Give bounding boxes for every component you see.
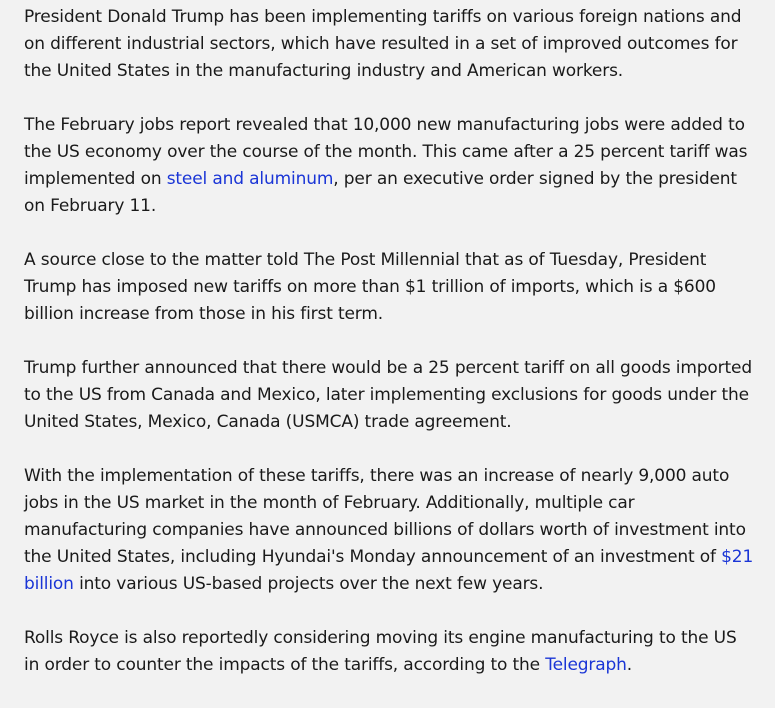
paragraph-text-after-link: , per an executive order signed by the president on February 11. [24,169,737,216]
paragraph-text-before-link: The February jobs report revealed that 10,000 new manufacturing jobs were added to the US economy over the course of the month. This came after a 25 percent tariff was implemented on [24,115,748,189]
paragraph-tariffs-intro [24,4,755,85]
paragraph-text-before-link: Rolls Royce is also reportedly considering moving its engine manufacturing to the US in order to counter the impacts of the tariffs, according to the [24,628,737,675]
paragraph-rolls-royce [24,625,755,679]
paragraph-auto-jobs [24,463,755,598]
paragraph-text: Trump further announced that there would be a 25 percent tariff on all goods imported to the US from Canada and Mexico, later implementing exclusions for goods under the United States, Mexico, Canada (USMCA) trade agreement. [24,358,752,432]
paragraph-text-after-link: into various US-based projects over the next few years. [73,574,544,594]
paragraph-text: A source close to the matter told The Post Millennial that as of Tuesday, President Trump has imposed new tariffs on more than $1 trillion of imports, which is a $600 billion increase from those in his first term. [24,250,716,324]
hyundai-investment-link[interactable]: $21 billion [24,547,754,594]
paragraph-canada-mexico [24,355,755,436]
steel-and-aluminum-link[interactable]: steel and aluminum [166,169,334,189]
paragraph-text-after-link: . [626,655,633,675]
paragraph-text: President Donald Trump has been implementing tariffs on various foreign nations and on different industrial sectors, which have resulted in a set of improved outcomes for the United States in the manufacturing industry and American workers. [24,7,742,81]
paragraph-jobs-report [24,112,755,220]
paragraph-trillion-imports [24,247,755,328]
telegraph-link[interactable]: Telegraph [545,655,627,675]
paragraph-text-before-link: With the implementation of these tariffs, there was an increase of nearly 9,000 auto jobs in the US market in the month of February. Additionally, multiple car manufacturing companies have announced billions of dollars worth of investment into the United States, including Hyundai's Monday announcement of an investment of [24,466,746,567]
